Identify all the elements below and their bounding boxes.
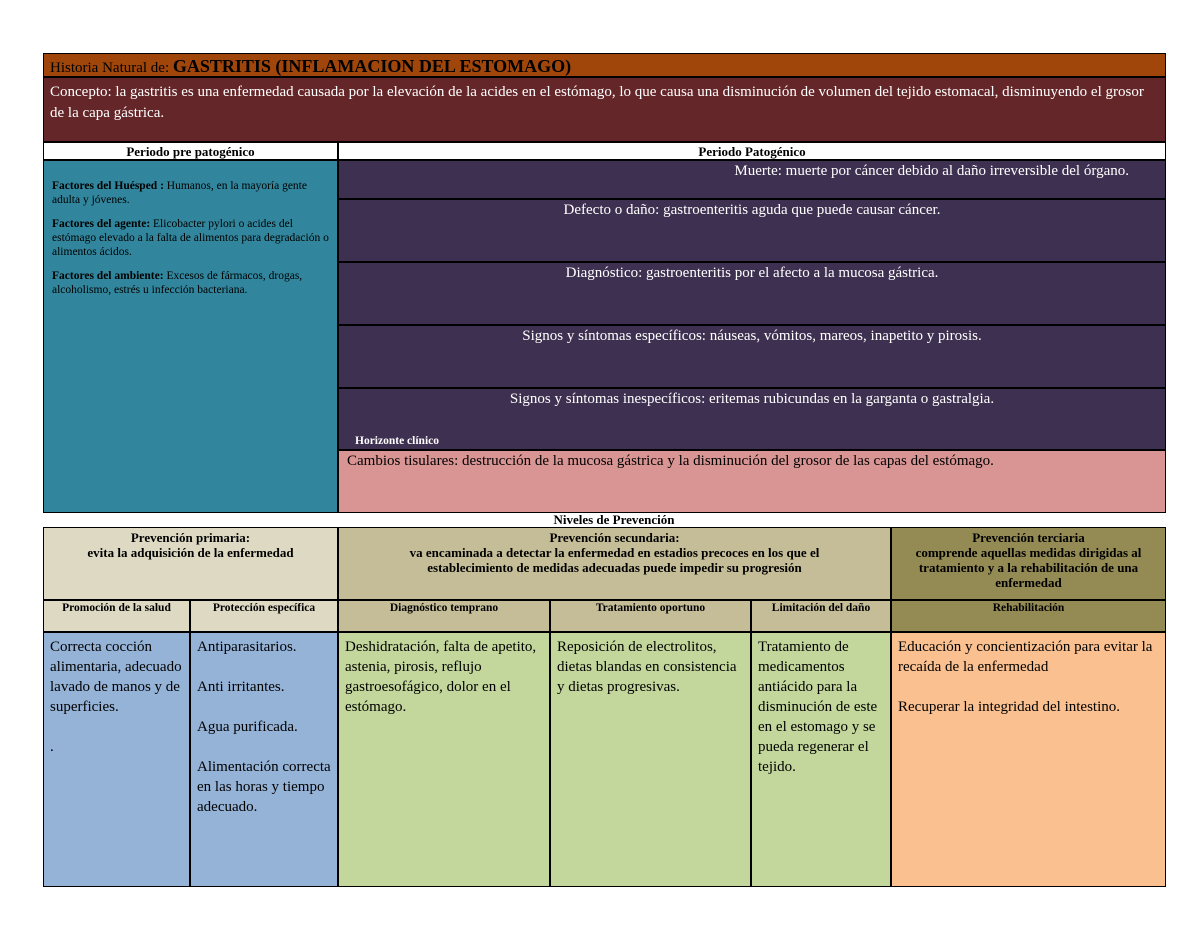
prepathogenic-header: Periodo pre patogénico — [43, 142, 338, 160]
protection-item: Alimentación correcta en las horas y tiempo adecuado. — [197, 759, 331, 815]
host-label: Factores del Huésped : — [52, 180, 164, 192]
promotion-content — [43, 632, 190, 887]
stage-diagnosis — [338, 262, 1166, 325]
title-disease: GASTRITIS (INFLAMACION DEL ESTOMAGO) — [172, 56, 572, 76]
rehab-item: Educación y concientización para evitar la recaída de la enfermedad — [898, 639, 1153, 675]
agent-factors — [52, 217, 329, 259]
tertiary-prevention — [891, 527, 1166, 600]
title-prefix: Historia Natural de: — [50, 60, 170, 76]
clinical-horizon-label: Horizonte clínico — [355, 435, 439, 447]
host-text: Humanos, en la mayoría gente adulta y jóvenes. — [52, 180, 307, 206]
treatment-content: Reposición de electrolitos, dietas blandas en consistencia y dietas progresivas. — [550, 632, 751, 887]
env-text: Excesos de fármacos, drogas, alcoholismo, estrés u infección bacteriana. — [52, 270, 303, 296]
stage-diagnosis-text: Diagnóstico: gastroenteritis por el afecto a la mucosa gástrica. — [565, 265, 939, 281]
stage-defect — [338, 199, 1166, 262]
env-label: Factores del ambiente: — [52, 270, 164, 282]
primary-prevention — [43, 527, 338, 600]
host-factors — [52, 179, 329, 207]
pathogenic-header: Periodo Patogénico — [338, 142, 1166, 160]
prevention-levels-header: Niveles de Prevención — [553, 512, 675, 527]
early-diagnosis-content: Deshidratación, falta de apetito, astenia, pirosis, reflujo gastroesofágico, dolor en el estómago. — [338, 632, 550, 887]
stage-nonspecific-signs — [338, 388, 1166, 450]
secondary-title: Prevención secundaria: — [549, 530, 680, 545]
rehabilitation-content — [891, 632, 1166, 887]
promotion-header: Promoción de la salud — [43, 600, 190, 632]
secondary-desc: va encaminada a detectar la enfermedad en estadios precoces en los que el establecimiento de medidas adecuadas puede impedir su progresión — [409, 545, 820, 575]
rehab-item: Recuperar la integridad del intestino. — [898, 699, 1121, 715]
secondary-prevention — [338, 527, 891, 600]
stage-nonspecific-text: Signos y síntomas inespecíficos: eritemas rubicundas en la garganta o gastralgia. — [509, 391, 995, 407]
protection-item: Anti irritantes. — [197, 679, 285, 695]
environment-factors — [52, 269, 329, 297]
protection-content — [190, 632, 338, 887]
early-diagnosis-header: Diagnóstico temprano — [338, 600, 550, 632]
concept-text: Concepto: la gastritis es una enfermedad causada por la elevación de la acides en el estómago, lo que causa una disminución de volumen del tejido estomacal, disminuyendo el grosor de la capa gástrica. — [43, 77, 1166, 142]
tertiary-desc: comprende aquellas medidas dirigidas al tratamiento y a la rehabilitación de una enfermedad — [915, 545, 1142, 590]
tertiary-title: Prevención terciaria — [972, 530, 1085, 545]
primary-desc: evita la adquisición de la enfermedad — [87, 545, 294, 560]
stage-specific-text: Signos y síntomas específicos: náuseas, vómitos, mareos, inapetito y pirosis. — [522, 328, 982, 344]
promotion-text: Correcta cocción alimentaria, adecuado lavado de manos y de superficies. — [50, 639, 182, 715]
document-title — [43, 53, 1166, 77]
protection-header: Protección específica — [190, 600, 338, 632]
rehabilitation-header: Rehabilitación — [891, 600, 1166, 632]
agent-label: Factores del agente: — [52, 218, 151, 230]
limitation-content: Tratamiento de medicamentos antiácido para la disminución de este en el estomago y se pueda regenerar el tejido. — [751, 632, 891, 887]
stage-defect-text: Defecto o daño: gastroenteritis aguda que puede causar cáncer. — [563, 202, 941, 218]
stage-specific-signs — [338, 325, 1166, 388]
stage-death-text: Muerte: muerte por cáncer debido al daño irreversible del órgano. — [734, 163, 1129, 179]
limitation-header: Limitación del daño — [751, 600, 891, 632]
stage-tissue-changes: Cambios tisulares: destrucción de la mucosa gástrica y la disminución del grosor de las capas del estómago. — [338, 450, 1166, 513]
agent-text: Elicobacter pylori o acides del estómago elevado a la falta de alimentos para degradación o alimentos ácidos. — [52, 218, 329, 258]
treatment-header: Tratamiento oportuno — [550, 600, 751, 632]
protection-item: Agua purificada. — [197, 719, 298, 735]
stage-death — [338, 160, 1166, 199]
primary-title: Prevención primaria: — [130, 530, 251, 545]
promotion-dot: . — [50, 739, 54, 755]
protection-item: Antiparasitarios. — [197, 639, 297, 655]
prepathogenic-factors — [43, 160, 338, 513]
